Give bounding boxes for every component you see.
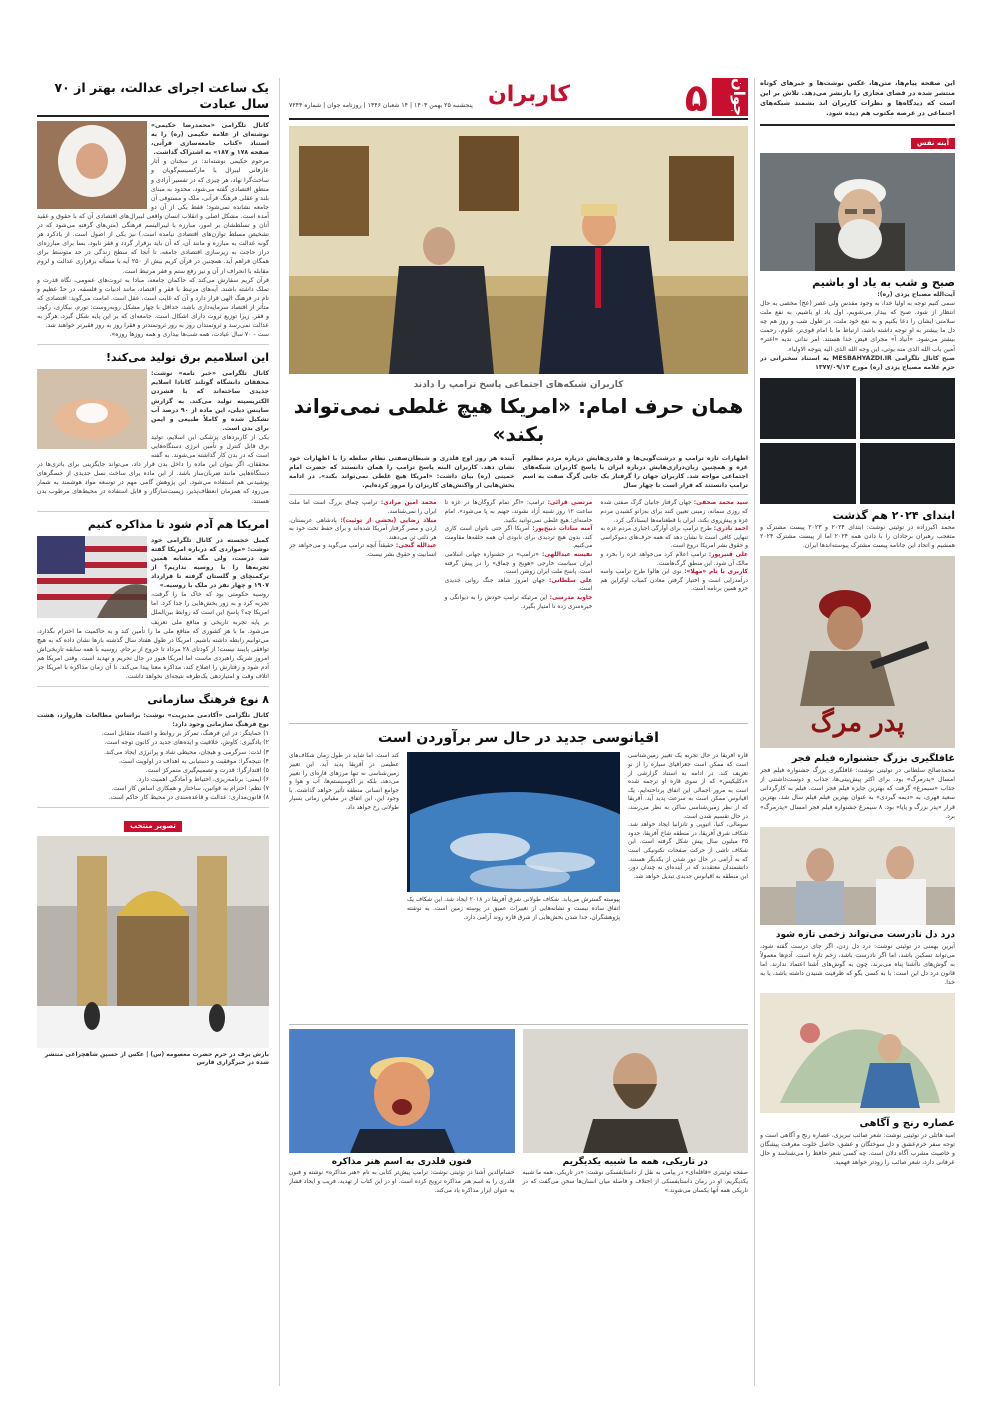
page-intro: این صفحه پیام‌ها، متن‌ها، عکس نوشت‌ها و خبرهای کوتاه منتشر شده در فضای مجازی را بازنشر می‌دهد. تلاش بر این است که دیدگاه‌ها و نظرات کاربران اند بشمند شبکه‌های اجتماعی در عرصه مکتوب هم دیده شود. bbox=[760, 79, 955, 117]
story-body: آیرین بهمنی در توئیتی نوشت: درد دل زدن، اگر جای درست گفته شود، می‌تواند تسکین باشد، اما اگر نادرست باشد، زخم تازه است. آدم‌ها معمولاً به گوش‌های ناآشنا پناه می‌برند، چون به گوش‌های آشنا اعتماد ندارند. اما قانون درد دل این است: یا به کسی بگو که ظرفیت شنیدن داشته باشد، یا به خدا. bbox=[760, 942, 955, 987]
story-title: ۸ نوع فرهنگ سازمانی bbox=[147, 693, 269, 707]
user-name: سید محمد صحفی: bbox=[693, 500, 748, 507]
trump-shouting-photo bbox=[289, 1029, 515, 1153]
headline-kicker: کاربران شبکه‌های اجتماعی پاسخ ترامپ را دادند bbox=[413, 380, 624, 390]
dostoevsky-portrait bbox=[523, 1029, 749, 1153]
user-text: آمریکا اگر حتی ناتوان است کاری کند، بدون هیچ تردیدی برای نابودی آن همه حلقه‌ها مقاومت می‌کنیم. bbox=[444, 526, 593, 550]
hakimi-portrait bbox=[37, 121, 147, 209]
user-name: محمد امین مرادی: bbox=[380, 500, 437, 507]
persian-miniature-painting bbox=[760, 993, 955, 1113]
user-text: جهان گرفتار جانیان گرگ صفتی شده که روزی سمانه، زمینی تعیین کنند برای به‌زانو کشیدن مردم غزه و پیش‌روی بکند، ایران با قطعنامه‌ها ایستادگی کرد. bbox=[600, 500, 748, 524]
story-body: محمد اکبرزاده در توئیتی نوشت: ابتدای ۲۰۲۴ و ۲۰۲۳ پیست مشترک و متعجب رهبران برجادان را با دادن همه ۲۰۲۴ اما از پیست مشترک ۲۰۲۴ همشیم و اتحاد این جانامه پیست مشترک پیوسته‌اندها ایران. bbox=[760, 523, 955, 550]
list-item: ۲) یادگیری: کاوش، خلاقیت و ایده‌های جدید در کانون توجه است. bbox=[104, 739, 269, 747]
list-item: ۴) نتیجه‌گرا: موفقیت و دستیابی به اهداف در اولویت است. bbox=[118, 757, 269, 765]
user-text: پادشاهی عربستان، اردن و مصر گرفتار آمریکا شده‌اند و برای حفظ تخت خود به هر ذلتی تن می‌دهند. bbox=[289, 517, 437, 541]
user-name: کاربری با نام «مهلا»: bbox=[684, 569, 748, 576]
selected-photo-label: تصویر منتخب bbox=[124, 821, 182, 832]
user-name: مرتضی قرائی: bbox=[547, 500, 593, 507]
story-title: در تاریکی، همه ما شبیه یکدیگریم bbox=[562, 1157, 708, 1168]
ocean-story bbox=[289, 752, 748, 1020]
user-text: نوی این هالوا طرح ترامپ واسه درآمدزایی است و اختیار گرفتن معادن کمیاب اوکراین هم جزو همین برنامه است. bbox=[600, 569, 748, 593]
story-title: درد دل نادرست می‌تواند زخمی تازه شود bbox=[775, 929, 955, 940]
list-item: ۳) لذت: سرگرمی و هیجان، محیطی شاد و پرانرژی ایجاد می‌کند. bbox=[103, 748, 269, 756]
slime-hands-photo bbox=[37, 369, 147, 449]
story-author: آیت‌الله مصباح یزدی (ره): bbox=[877, 291, 955, 298]
oval-office-photo bbox=[289, 126, 748, 374]
bottom-stories bbox=[289, 1029, 748, 1195]
story-body: سمی کنیم توجه به اولیا خدا، به وجود مقدس ولی عصر (عج) مخصی به حال انتظار از شود. صبح که بیدار می‌شویم، اول یاد او باشیم، به نفع ملت سلامتی ایشان را دعا بکنیم و به نفع خود ملت، در طول شب و روز هم چه دل ما بیشتر به او توجه داشته باشد، ارتباط ما با امام قوی‌تر، علوم، رحمت بیشتر می‌شود. «آنیاد آ» مجرای فیض خدا هستند. امر ندانی ندیه «اعتر» آمین باب الله الذی منه یوتی، این وجه الله الذی الیه یتوجه الاولیاء. bbox=[760, 300, 955, 353]
user-name: علی قنبرپور: bbox=[708, 551, 748, 558]
story-title: غافلگیری بزرگ جشنواره فیلم فجر bbox=[791, 753, 955, 765]
user-text: طرح ترامپ برای آوارگی اجباری مردم غزه به تنهایی کافی است تا نشان دهد که همه حرف‌های دموکراسی و حقوق بشر امریکا دروغ است. bbox=[600, 526, 748, 550]
tweet-screenshot bbox=[760, 378, 856, 439]
user-text: جهان امروز شاهد جنگ روانی جدیدی است. bbox=[444, 577, 593, 593]
user-name: احمد نادری: bbox=[713, 526, 748, 533]
story-title: امریکا هم آدم شود تا مذاکره کنیم bbox=[87, 517, 269, 531]
film-poster bbox=[760, 556, 955, 748]
user-text: ترامپ چماق بزرگ است اما ملت ایران را نمی‌شناسد. bbox=[289, 500, 437, 515]
story-body: پیوسته گسترش می‌یابد. شکاف طولانی شرق آفریقا در ۲۰۱۸ ایجاد شد. این شکاف یک اتفاق ساده نیست و نشانه‌هایی از تغییرات عمیق در پوسته زمین است. به نوشته پژوهشگران، جدا شدن بخش‌هایی از شرق قاره روند آرامی دارد. bbox=[407, 897, 620, 921]
story-title: فنون قلدری به اسم هنر مذاکره bbox=[331, 1157, 472, 1168]
story-lead: کمیل خجسته در کانال تلگرامی خود نوشت: «مواردی که درباره امریکا گفته شد درست، ولی مگه مشابه همین تجربه‌ها را با روسیه نداریم؟ از ترکمنچای و گلستان گرفته تا قرارداد ۱۹۰۷ و چهار نفر در ملک با روسیه.» bbox=[151, 536, 269, 590]
story-body: امید هاتلی در توئیتی نوشت: شعر صائب تبریزی، عصاره رنج و آگاهی است و توجه سفر خرم‌عشق و دل سوختگان و عشق، حاصل خلوت معرفت پیشگان و خاصیت مشرب آگاه دلان است. چه کسی شعر حافظ را می‌شناسد و حال عرفانی دارد، شعر صائب را زودتر خواهد فهمید. bbox=[760, 1132, 955, 1167]
two-men-photo bbox=[760, 827, 955, 925]
lead-paragraphs bbox=[289, 454, 748, 490]
left-column bbox=[37, 78, 269, 1386]
user-name: جاوید مدرسی: bbox=[549, 594, 593, 601]
story-title: صبح و شب به یاد او باشیم bbox=[812, 276, 955, 289]
story-title: این اسلامیم برق تولید می‌کند! bbox=[106, 351, 269, 365]
main-headline: همان حرف امام: «امریکا هیچ غلطی نمی‌تواند بکند» bbox=[293, 394, 744, 446]
tweet-screenshot bbox=[760, 443, 856, 504]
masthead bbox=[289, 78, 748, 120]
tweet-screenshot bbox=[860, 378, 956, 439]
story-title: یک ساعت اجرای عدالت، بهتر از ۷۰ سال عبادت bbox=[54, 80, 269, 111]
user-name: علی سلطانی: bbox=[548, 577, 593, 584]
story-body: سومالی، کنیا، اتیوپی و تانزانیا ایجاد خواهد شد. شکاف شرق آفریقا، در منطقه شاخ آفریقا، حدود ۳۵ میلیون سال پیش شکل گرفته است. این شکاف ناشی از حرکت صفحات تکتونیکی است که به آرامی در حال دور شدن از یکدیگر هستند. دانشمندان معتقدند که در آینده‌ای نه چندان دور، این منطقه به اقیانوس جدیدی تبدیل خواهد شد. bbox=[628, 822, 748, 880]
story-lead: کانال تلگرامی «خبر نامه» نوشت: محققان دانشگاه گوتلند کانادا اسلایم جدیدی ساخته‌اند که با فشردن الکتریسیته تولید می‌کند. به گزارش ساینس دیلی، این ماده از ۹۰ درصد آب تشکیل شده و کاملاً طبیعی و ایمن برای بدن است. bbox=[151, 370, 269, 432]
story-body: صفحه توئیتری «قافله‌ای» در پیامی به نقل از داستایفسکی نوشت: «در تاریکی، همه ما شبیه یکدیگریم. او در زمان داستایفسکی از اختلاف و فاصله میان انسان‌ها سخن می‌گفت که در تاریکی همه آنها یکسان می‌شوند.» bbox=[522, 1170, 748, 1194]
list-item: ۸) قانون‌مداری: عدالت و قاعده‌مندی در محیط کار حاکم است. bbox=[108, 794, 269, 801]
story-body: محمدصالح سلطانی در توئیتی نوشت: غافلگیری بزرگ جشنواره فیلم فجر امسال «پدرمرگ» بود. برای اکثر پیش‌بینی‌ها، جذاب و دوست‌داشتنی از جذاب «سیمرغ» گرفت که بهترین جایزه فیلم فجر است. فیلم به کارگردانی سعید فهری، به «دیمه گیردی» به عنوان بهترین فیلم فیلم سال شد، بهترین قرار «پدر بزرگ و پاپا» بود. ۸ سیمرغ جشنواره فیلم فجر امسال «پدرمرگ» برد. bbox=[760, 767, 955, 820]
story-body: ست - ۷۰ سال عبادت، همه شب‌ها بیداری و همه روزها روزه». bbox=[109, 331, 269, 339]
list-item: ۶) ایمنی: برنامه‌ریزی، احتیاط و آمادگی اهمیت دارد. bbox=[136, 775, 269, 783]
user-name: عبدالله گنجی: bbox=[395, 543, 437, 550]
tweet-screenshots bbox=[760, 378, 955, 504]
section-label: آینه نفس bbox=[911, 138, 955, 149]
user-name: آمنه سادات ذبیح‌پور: bbox=[532, 526, 593, 533]
user-text: این مرتیکه ترامپ خودش را به دیوانگی و خیره‌سری زده تا امتیاز بگیرد. bbox=[444, 594, 593, 610]
column-divider bbox=[279, 78, 280, 1386]
center-column bbox=[289, 78, 748, 1386]
list-item: ۱) حمایتگر: در این فرهنگ، تمرکز بر روابط و اعتماد متقابل است. bbox=[101, 730, 269, 738]
snowy-shrine-photo bbox=[37, 836, 269, 1048]
story-lead: کانال تلگرامی «محمدرضا حکیمی» نوشته‌ای از علامه حکیمی (ره) را به استناد «کتاب جامعه‌سازی قرآنی، صفحه ۱۷۸ و ۱۸۷» به اشتراک گذاشت. bbox=[151, 122, 269, 157]
photo-caption: بارش برف در حرم حضرت معصومه (س) | عکس از حسین شاهچراغی منتشر شده در خبرگزاری فارس bbox=[44, 1051, 269, 1067]
user-text: حقیقتاً آنچه ترامپ می‌گوید و می‌خواهد جز انسانیت و حقوق بشر نیست. bbox=[289, 543, 437, 558]
user-text: ترامپ اعلام کرد می‌خواهد غزه را بخرد و مالک آن شود. این منطق گرگ‌هاست. bbox=[600, 551, 748, 567]
story-body: حسام‌الدین آشنا در توئیتی نوشت: ترامپ پیش‌تر کتابی به نام «هنر مذاکره» نوشته و فنون قلدری را به اسم هنر مذاکره ترویج کرده است. او در این کتاب از تهدید، فریب و ایجاد فشار به عنوان ابزار مذاکره یاد می‌کند. bbox=[289, 1170, 515, 1194]
story-title: ابتدای ۲۰۲۴ هم گذشت bbox=[832, 508, 955, 522]
user-text: «ترامپ» در جشنواره جهانی اسلامی ایران سیاست خارجی «هویج و چماق» را در پیش گرفته است. پاسخ ملت ایران روشن است. bbox=[444, 551, 593, 576]
right-column bbox=[760, 78, 955, 1386]
user-name: نفیسه عبداللهی: bbox=[542, 551, 593, 558]
section-title: کاربران bbox=[488, 82, 570, 107]
story-body: قرآن کریم سفارش می‌کند که حاکمان جامعه، مبادا به ثروت‌های عمومی، نگاه قدرت و تملک داشته باشند. آیه‌های مرتبط با فقر و اقتصاد، مانند ادبیات و فلسفه، در حدّ عظیم و تام در فرهنگ الهی قرار دارد و آن که غایب است، عقل است. امامت می‌گوید: اقتصادی که متأثر از اقتصاد سرمایه‌داری باشد، حداقل با چهار مشکل روبه‌روست: تورم، بیکاری، رکود، و فقر. زیرا توزیع ثروت دارای اشکال است. جامعه‌ای که بر این پایه شکل گیرد، هرگز به عدالت نمی‌رسد و ثروتمندان روز به روز ثروتمندتر و فقرا روز به روز فقیرتر خواهند شد. bbox=[37, 276, 269, 330]
story-body: کند است. اما شاید در طول زمان شکاف‌های عظیمی در آفریقا پدید آید. این تغییر زمین‌شناسی نه تنها مرزهای قاره‌ای را تغییر می‌دهد، بلکه بر اکوسیستم‌ها، آب و هوا و جوامع انسانی منطقه تأثیر خواهد گذاشت. با وجود این، این اتفاق در مقیاس زمانی بسیار طولانی رخ خواهد داد. bbox=[289, 753, 399, 811]
list-item: ۷) نظم: احترام به قوانین، ساختار و همکاری اساس کار است. bbox=[111, 784, 269, 792]
story-body: روسیه حکومتی بود که خاک ما را گرفت، تجزیه کرد و به زور بخش‌هایی را جدا کرد. اما امریکا چه؟ پاسخ این است که روابط بین‌الملل بر پایه تجربه تاریخی و منافع ملی تعریف می‌شود. ما با هر کشوری که منافع ملی ما را تأمین کند و به حاکمیت ما احترام بگذارد، می‌توانیم رابطه داشته باشیم. امریکا در طول هفتاد سال گذشته بارها نشان داده که به هیچ توافقی پایبند نیست؛ از کودتای ۲۸ مرداد تا خروج از برجام. روسیه با همه سابقه تاریخی‌اش امروز شریک راهبردی ماست اما امریکا هنوز در حال تحریم و تهدید است. وقتی امریکا هم آدم شود و رفتارش را اصلاح کند، مذاکره معنا پیدا می‌کند. تا آن زمان مذاکره با امریکا جز اتلاف وقت و امتیازدهی یک‌طرفه نتیجه‌ای نخواهد داشت. bbox=[37, 591, 269, 681]
list-item: ۵) اقتدارگرا: قدرت و تصمیم‌گیری متمرکز است. bbox=[145, 766, 269, 774]
story-body: یکی از کاربردهای پزشکی این اسلایم، تولید برق قابل کنترل و تأمین انرژی دستگاه‌هایی است که در بدن کار گذاشته می‌شوند. به گفته محققان، اگر بتوان این ماده را داخل بدن قرار داد، می‌تواند جایگزینی برای باتری‌ها در دستگاه‌هایی مانند ضربان‌ساز باشد. از این ماده برای ساخت نسل جدیدی از حسگرهای پوشیدنی هم استفاده می‌شود. این پژوهش گامی مهم در توسعه مواد هوشمند به شمار می‌رود که همزمان انعطاف‌پذیر، زیست‌سازگار و قابل استفاده در محیط‌های مرطوب بدن هستند. bbox=[37, 433, 269, 505]
page-number: ۵ bbox=[684, 78, 708, 120]
ocean-headline: اقیانوسی جدید در حال سر برآوردن است bbox=[378, 730, 659, 747]
newspaper-logo: جوان bbox=[712, 78, 748, 116]
cleric-portrait-photo bbox=[760, 153, 955, 271]
column-divider bbox=[754, 78, 755, 1386]
story-lead: کانال تلگرامی «آکادمی مدیریت» نوشت: براساس مطالعات هاروارد، هشت نوع فرهنگ سازمانی وجود دارد: bbox=[37, 712, 269, 729]
user-text: ترامپ: «اگر تمام گروگان‌ها در غزه تا ساعت ۱۲ روز شنبه آزاد نشوند، جهنم به پا می‌شود». امام خامنه‌ای: هیچ غلطی نمی‌توانید بکنید. bbox=[444, 500, 593, 524]
lead-text: آینده هر روز اوج قلدری و شیطان‌صفتی نظام سلطه را با اظهارات خود نشان دهد. کاربران البته پاسخ ترامپ را همان دانستند که حضرت امام خمینی (ره) بیان داشت: «امریکا هیچ غلطی نمی‌تواند بکند». در ادامه بخش‌هایی از واکنش‌های کاربران را مرور کرده‌ایم. bbox=[289, 455, 515, 490]
story-title: عصاره رنج و آگاهی bbox=[859, 1118, 955, 1130]
poster-title: پدر مرگ bbox=[810, 708, 905, 739]
user-name: میلاد رضایی (بخشی از توئیت): bbox=[340, 517, 437, 524]
story-source: صبح کانال تلگرامی MESBAHYAZDI.IR به استناد سخنرانی در حرم علامه مصباح یزدی (ره) مورخ ۱۳۷۷/۰۹/۱۴ bbox=[760, 354, 955, 371]
tweet-screenshot bbox=[860, 443, 956, 504]
earth-from-space-photo bbox=[407, 752, 620, 892]
lead-text: اظهارات تازه ترامپ و درشت‌گویی‌ها و قلدری‌هایش درباره مردم مظلوم غزه و همچنین زبان‌درازی‌هایش درباره ایران با پاسخ کاربران شبکه‌های اجتماعی مواجه شد. کاربران جهان را گرفتار یک جانی گرگ صفت به اسم ترامپ دانستند که قرار است تا چهار سال bbox=[522, 455, 748, 490]
burnt-us-flag-photo bbox=[37, 536, 147, 618]
dateline: پنجشنبه ۲۵ بهمن ۱۴۰۳ | ۱۴ شعبان ۱۴۴۶ | روزنامه جوان | شماره ۷۲۴۴ bbox=[289, 102, 473, 109]
user-reactions bbox=[289, 499, 748, 723]
story-body: مرحوم حکیمی نوشته‌اند: در سخنان و آثار عارفانی لیبرال یا مارکسیسم‌گویان و ساخت‌گرا نهاد، هر چیزی که در تفسیر آزادی و منطق اقتصادی گفته می‌شود، محدود به مبنای بلند و عقلی فرهنگ قرآنی، ملک و مستوفی آن جامعه نشانده نمی‌شود؛ فقط یکی از آن دو آمده است. مشکل اصلی و انقلاب انسان واقعی لیبرال‌های اقتصادی آن که با حقوق و عقید آنان و تسلطشان بر امور، مبارزه با لیبرالیسم فرهنگی (متن‌های گرفته می‌شود که در تشخیص مسلط توازن‌های اقتصادی نیامده است.) نیز یکی از اصول است. از یادکرد هر گونه عدالت به مبارزه و مانند آن، که آن باید برقرار گردد و فقر نابود، بسا برای مبارزه‌ای دراز حاجت به زیرسازی اقتصادی جامعه، تا آنجا که سطح زندگی در حد متوسط برای همگان فراهم آید. همچنین در قرآن کریم بیش از ۲۵۰ آیه با مسأله برقراری عدالت و لزوم مقابله با انحراف از آن و نیز رفع ستم و فقر مرتبط است. bbox=[37, 158, 269, 275]
story-body: قاره آفریقا در حال تجربه یک تغییر زمین‌شناسی است که ممکن است جغرافیای سیاره را از نو تعریف کند. در ادامه به استناد گزارشی از «دکلیکیس» که از سوی قاره او ترجمه شده است به مرور اجمالی این اتفاق پرداخته‌ایم. یک اقیانوس ممکن است به سرعت پدید آید. آفریقا که از نظر زمین‌شناسی ساکن به نظر می‌رسد، در حال تقسیم شدن است. bbox=[628, 753, 748, 820]
